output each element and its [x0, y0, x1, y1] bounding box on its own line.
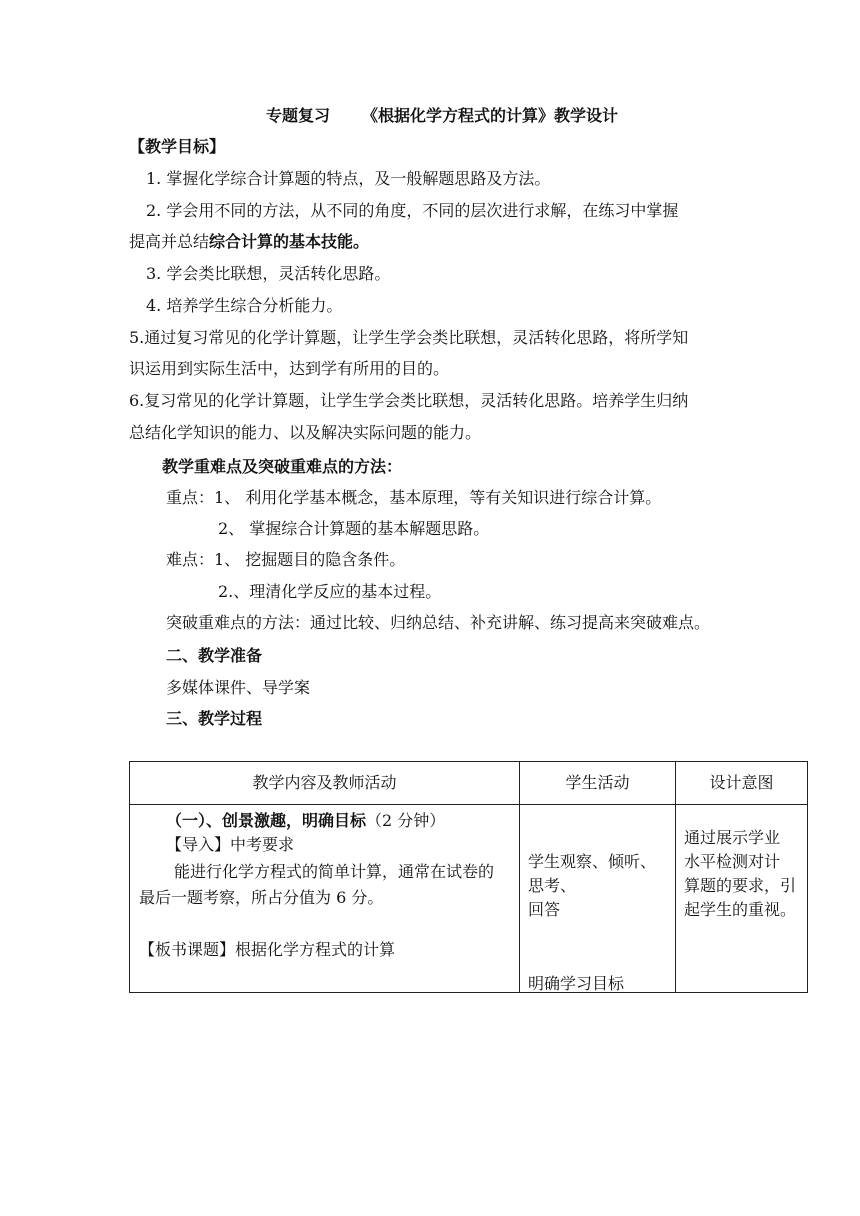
breakthrough-method: 突破重难点的方法：通过比较、归纳总结、补充讲解、练习提高来突破难点。 — [166, 613, 711, 632]
table-row — [130, 805, 808, 993]
intro-label: 【导入】中考要求 — [166, 835, 295, 854]
student-activity-line4: 明确学习目标 — [528, 974, 625, 993]
objective-5-line2: 识运用到实际生活中，达到学有所用的目的。 — [129, 359, 450, 378]
title-main: 《根据化学方程式的计算》教学设计 — [362, 106, 619, 125]
prep-heading: 二、教学准备 — [166, 646, 263, 665]
section-heading-bold: （一）、创景激趣，明确目标 — [166, 811, 367, 830]
objective-2-line2 — [129, 232, 369, 252]
objectives-heading: 【教学目标】 — [129, 137, 226, 156]
key-point-1: 重点：1、 利用化学基本概念，基本原理，等有关知识进行综合计算。 — [166, 488, 662, 507]
objective-2-bold: 综合计算的基本技能。 — [209, 232, 370, 251]
design-intent-line1: 通过展示学业 — [684, 828, 781, 847]
student-activity-line3: 回答 — [528, 900, 561, 919]
objective-6-line1: 6.复习常见的化学计算题，让学生学会类比联想，灵活转化思路。培养学生归纳 — [129, 391, 689, 410]
process-heading: 三、教学过程 — [166, 709, 263, 728]
intro-text-line1: 能进行化学方程式的简单计算，通常在试卷的 — [174, 862, 495, 881]
student-activity-line2: 思考、 — [528, 876, 577, 895]
student-activity-line1: 学生观察、倾听、 — [528, 852, 657, 871]
page-title — [266, 106, 618, 126]
difficulty-2: 2.、理清化学反应的基本过程。 — [218, 582, 442, 601]
header-design-intent: 设计意图 — [676, 762, 808, 805]
design-intent-line3: 算题的要求，引 — [684, 876, 797, 895]
intro-text-line2: 最后一题考察，所占分值为 6 分。 — [139, 888, 384, 907]
objective-3: 3. 学会类比联想，灵活转化思路。 — [146, 264, 391, 283]
header-teacher-activity: 教学内容及教师活动 — [130, 762, 520, 805]
board-topic: 【板书课题】根据化学方程式的计算 — [139, 940, 396, 959]
key-point-2: 2、 掌握综合计算题的基本解题思路。 — [218, 519, 490, 538]
key-points-heading: 教学重难点及突破重难点的方法： — [162, 457, 403, 476]
objective-1: 1. 掌握化学综合计算题的特点，及一般解题思路及方法。 — [146, 169, 551, 188]
section-heading — [166, 811, 445, 831]
design-intent-line2: 水平检测对计 — [684, 852, 781, 871]
objective-2-line1: 2. 学会用不同的方法，从不同的角度，不同的层次进行求解，在练习中掌握 — [146, 201, 679, 220]
difficulty-1: 难点：1、 挖掘题目的隐含条件。 — [166, 550, 406, 569]
lesson-table — [129, 761, 808, 993]
cell-teacher-activity — [130, 805, 520, 993]
cell-design-intent — [676, 805, 808, 993]
title-prefix: 专题复习 — [266, 106, 331, 125]
prep-content: 多媒体课件、导学案 — [166, 678, 311, 697]
table-header-row — [130, 762, 808, 805]
objective-5-line1: 5.通过复习常见的化学计算题，让学生学会类比联想，灵活转化思路，将所学知 — [129, 328, 689, 347]
objective-2-plain: 提高并总结 — [129, 232, 210, 251]
objective-6-line2: 总结化学知识的能力、以及解决实际问题的能力。 — [129, 423, 482, 442]
design-intent-line4: 起学生的重视。 — [684, 900, 797, 919]
objective-4: 4. 培养学生综合分析能力。 — [146, 296, 343, 315]
section-heading-time: （2 分钟） — [366, 811, 446, 830]
header-student-activity: 学生活动 — [520, 762, 676, 805]
cell-student-activity — [520, 805, 676, 993]
